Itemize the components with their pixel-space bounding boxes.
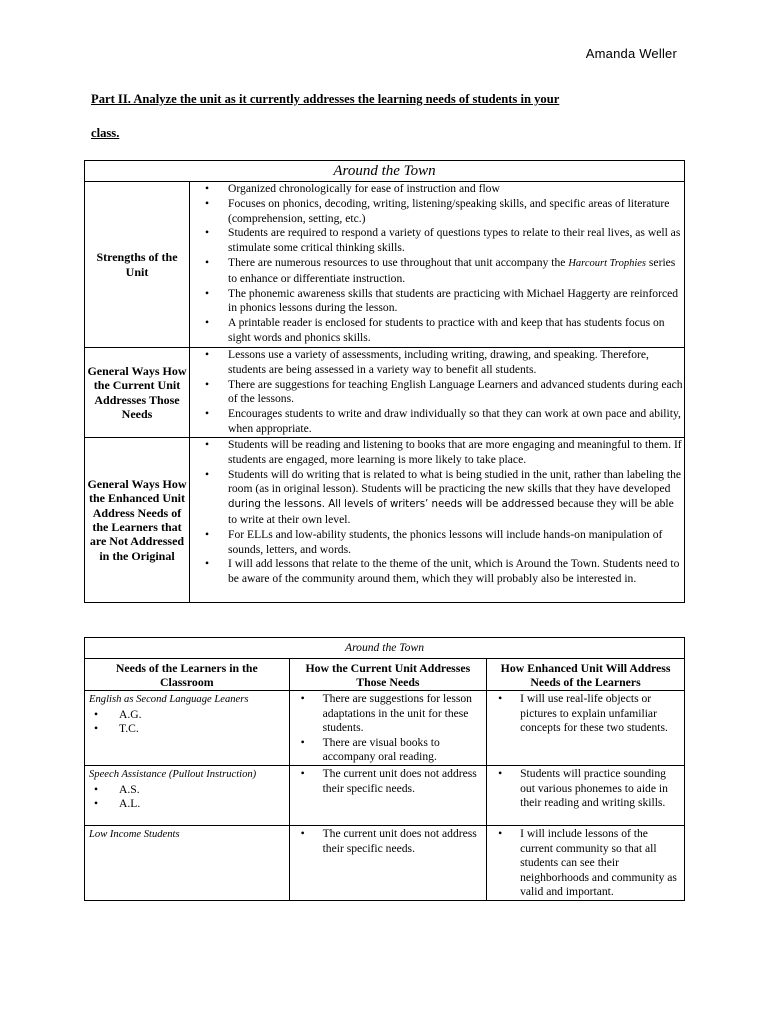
list-item: • There are suggestions for lesson adaptations in the unit for these students. [290, 692, 487, 736]
current-unit-list [290, 826, 487, 856]
list-item: • Students will practice sounding out various phonemes to aide in their reading and writing skills. [487, 767, 684, 811]
list-item: • The current unit does not address their specific needs. [290, 767, 487, 796]
learner-group-cell [85, 691, 290, 766]
strengths-cell [190, 182, 685, 348]
learner-group-cell [85, 766, 290, 826]
learner-group-name: Speech Assistance (Pullout Instruction) [89, 769, 257, 780]
list-item: • Encourages students to write and draw individually so that they can work at own pace and ability, when appropriate. [190, 407, 684, 437]
current-unit-list [290, 766, 487, 796]
header-row [85, 659, 685, 691]
table-row [85, 691, 685, 766]
list-item [190, 256, 684, 287]
learner-group-cell [85, 826, 290, 901]
learner-group-name: Low Income Students [89, 829, 180, 840]
list-item: • Students will be reading and listening to books that are more engaging and meaningful to them. If students are engaged, more learning is more likely to take place. [190, 438, 684, 468]
list-item [190, 468, 684, 528]
list-item: • The phonemic awareness skills that students are practicing with Michael Haggerty are reinforced in phonics lessons during the lesson. [190, 287, 684, 317]
table-title: Around the Town [85, 638, 685, 659]
list-item-text: Students will do writing that is related to what is being studied in the unit, rather than labeling the room (as in original lesson). Students will be practicing the new skills that they have developed [228, 467, 682, 496]
list-item: • There are suggestions for teaching English Language Learners and advanced students during each of the lessons. [190, 378, 684, 408]
part-heading-line-1: Part II. Analyze the unit as it currently addresses the learning needs of students in your [91, 92, 560, 106]
list-item: • For ELLs and low-ability students, the phonics lessons will include hands-on manipulation of sounds, letters, and words. [190, 528, 684, 558]
table-row [85, 348, 685, 438]
current-ways-list [190, 348, 684, 437]
list-item-text: series to enhance or differentiate instruction. [228, 255, 676, 285]
table-row [85, 826, 685, 901]
book-series-title: Harcourt Trophies [568, 257, 647, 269]
list-item-text: because they will be able to write at their own level. [228, 497, 674, 526]
student-initials: • A.L. [89, 797, 285, 812]
student-initials: • A.S. [89, 783, 285, 798]
current-unit-cell [289, 766, 487, 826]
table-row [85, 182, 685, 348]
student-list [89, 783, 285, 812]
learner-group-name: English as Second Language Leaners [89, 694, 249, 705]
current-unit-list [290, 691, 487, 765]
current-unit-cell [289, 826, 487, 901]
student-initials: • A.G. [89, 708, 285, 723]
column-header-needs: Needs of the Learners in the Classroom [85, 659, 290, 691]
strengths-list [190, 182, 684, 346]
row-label-current-ways: General Ways How the Current Unit Addresses Those Needs [85, 348, 190, 438]
student-list [89, 708, 285, 737]
student-initials: • T.C. [89, 722, 285, 737]
column-header-enhanced: How Enhanced Unit Will Address Needs of the Learners [487, 659, 685, 691]
row-label-strengths: Strengths of the Unit [85, 182, 190, 348]
list-item: • The current unit does not address their specific needs. [290, 827, 487, 856]
list-item: • There are visual books to accompany oral reading. [290, 736, 487, 765]
row-label-enhanced-ways: General Ways How the Enhanced Unit Address Needs of the Learners that are Not Addressed in the Original [85, 438, 190, 603]
enhanced-unit-cell [487, 691, 685, 766]
enhanced-unit-cell [487, 826, 685, 901]
list-item: • Students are required to respond a variety of questions types to relate to their real lives, as well as stimulate some critical thinking skills. [190, 226, 684, 256]
list-item: • A printable reader is enclosed for students to practice with and keep that has students focus on sight words and phonics skills. [190, 316, 684, 346]
list-item: • Focuses on phonics, decoding, writing, listening/speaking skills, and specific areas of literature (comprehension, setting, etc.) [190, 197, 684, 227]
list-item: • I will use real-life objects or pictures to explain unfamiliar concepts for these two students. [487, 692, 684, 736]
part-heading-line-2: class. [91, 126, 120, 140]
learner-needs-table [84, 637, 685, 901]
enhanced-unit-list [487, 766, 684, 811]
enhanced-ways-cell [190, 438, 685, 603]
table-row [85, 766, 685, 826]
around-the-town-analysis-table [84, 160, 685, 603]
list-item-text: There are numerous resources to use throughout that unit accompany the [228, 255, 566, 269]
list-item: • Lessons use a variety of assessments, including writing, drawing, and speaking. Therefore, students are being assessed in a variety way to benefit all students. [190, 348, 684, 378]
current-unit-cell [289, 691, 487, 766]
list-item: • Organized chronologically for ease of instruction and flow [190, 182, 684, 197]
list-item: • I will add lessons that relate to the theme of the unit, which is Around the Town. Students need to be aware of the community around them, which they will probably also be interested in. [190, 557, 684, 587]
enhanced-unit-list [487, 826, 684, 900]
current-ways-cell [190, 348, 685, 438]
enhanced-ways-list [190, 438, 684, 587]
list-item-text-alt-font: during the lessons. All levels of writers’ needs will be addressed [228, 499, 555, 511]
table-row [85, 438, 685, 603]
author-name: Amanda Weller [585, 46, 677, 61]
enhanced-unit-list [487, 691, 684, 736]
table-title: Around the Town [85, 161, 685, 182]
enhanced-unit-cell [487, 766, 685, 826]
column-header-current: How the Current Unit Addresses Those Needs [289, 659, 487, 691]
list-item: • I will include lessons of the current community so that all students can see their neighborhoods and community as valid and important. [487, 827, 684, 900]
